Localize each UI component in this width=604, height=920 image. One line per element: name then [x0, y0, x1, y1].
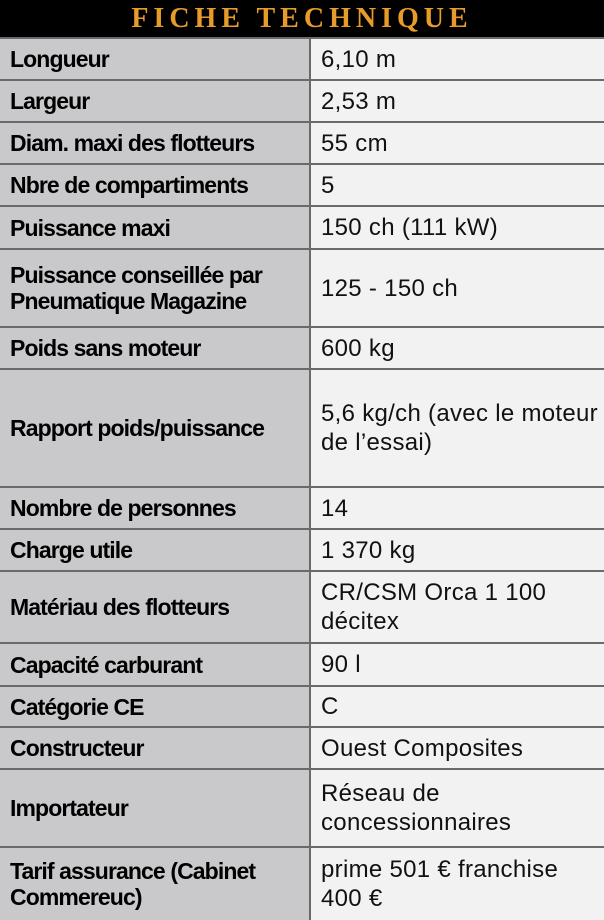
row-label: Puissance conseillée par Pneumatique Magazine [0, 249, 310, 327]
row-value: 6,10 m [310, 38, 604, 80]
row-label: Longueur [0, 38, 310, 80]
table-row [0, 206, 604, 249]
row-label: Capacité carburant [0, 643, 310, 686]
table-row [0, 769, 604, 847]
row-label: Largeur [0, 80, 310, 122]
table-row [0, 487, 604, 529]
row-value: 55 cm [310, 122, 604, 164]
table-row [0, 727, 604, 769]
row-value: 90 l [310, 643, 604, 686]
table-row [0, 164, 604, 206]
table-row [0, 529, 604, 571]
row-label: Rapport poids/puissance [0, 369, 310, 487]
row-label: Puissance maxi [0, 206, 310, 249]
row-value: prime 501 € franchise 400 € [310, 847, 604, 920]
table-row [0, 327, 604, 369]
row-value: 5,6 kg/ch (avec le moteur de l’essai) [310, 369, 604, 487]
row-value: 150 ch (111 kW) [310, 206, 604, 249]
row-value: C [310, 686, 604, 727]
row-value: Réseau de concessionnaires [310, 769, 604, 847]
row-value: 125 - 150 ch [310, 249, 604, 327]
table-row [0, 38, 604, 80]
row-label: Matériau des flotteurs [0, 571, 310, 643]
sheet-title: FICHE TECHNIQUE [131, 3, 473, 34]
row-label: Nombre de personnes [0, 487, 310, 529]
row-label: Catégorie CE [0, 686, 310, 727]
table-row [0, 643, 604, 686]
row-value: 1 370 kg [310, 529, 604, 571]
table-row [0, 847, 604, 920]
table-row [0, 686, 604, 727]
row-value: 2,53 m [310, 80, 604, 122]
row-value: 14 [310, 487, 604, 529]
table-row [0, 80, 604, 122]
table-row [0, 369, 604, 487]
table-row [0, 571, 604, 643]
row-value: 5 [310, 164, 604, 206]
table-row [0, 249, 604, 327]
row-label: Constructeur [0, 727, 310, 769]
row-label: Charge utile [0, 529, 310, 571]
row-label: Nbre de compartiments [0, 164, 310, 206]
row-value: 600 kg [310, 327, 604, 369]
row-label: Poids sans moteur [0, 327, 310, 369]
row-value: Ouest Composites [310, 727, 604, 769]
table-row [0, 122, 604, 164]
spec-table [0, 37, 604, 920]
row-value: CR/CSM Orca 1 100 décitex [310, 571, 604, 643]
row-label: Tarif assurance (Cabinet Commereuc) [0, 847, 310, 920]
row-label: Importateur [0, 769, 310, 847]
row-label: Diam. maxi des flotteurs [0, 122, 310, 164]
